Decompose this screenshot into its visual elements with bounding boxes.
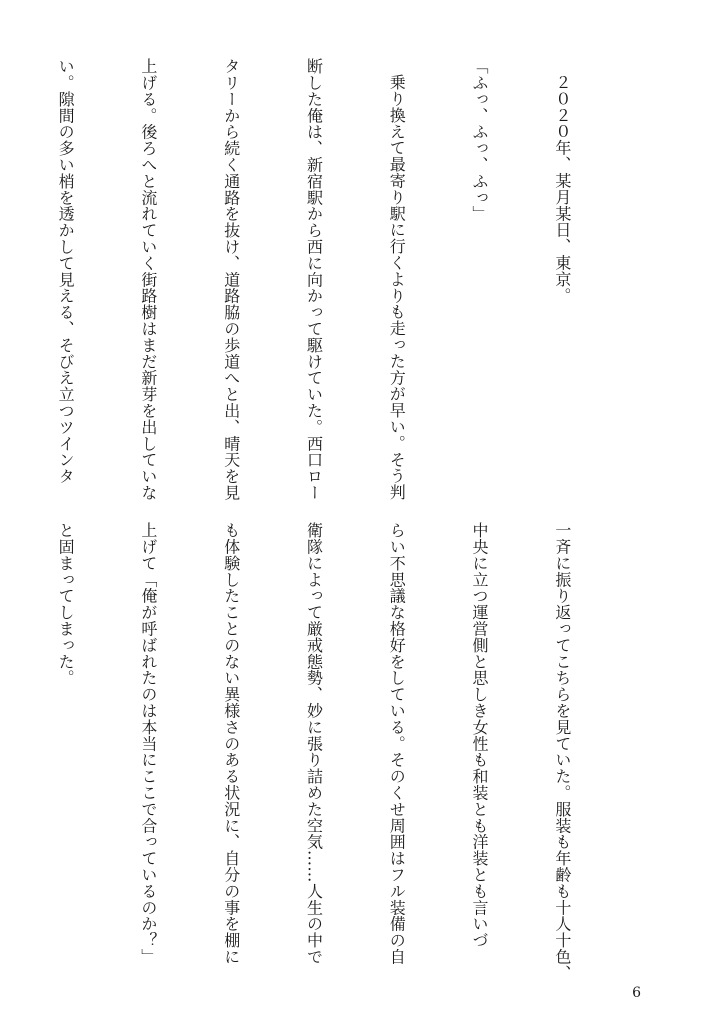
text-line: と固まってしまった。 xyxy=(56,522,76,686)
text-line: い。隙間の多い梢を透かして見える、そびえ立つツインタ xyxy=(56,58,76,485)
text-line: 断した俺は、新宿駅から西に向かって駆けていた。西口ロー xyxy=(304,58,324,501)
text-line: 乗り換えて最寄り駅に行くよりも走った方が早い。そう判 xyxy=(387,74,407,501)
text-line: 上げて「俺が呼ばれたのは本当にここで合っているのか？」 xyxy=(138,522,158,965)
text-line: 「ふっ、ふっ、ふっ」 xyxy=(470,58,490,222)
text-line: 一斉に振り返ってこちらを見ていた。服装も年齢も十人十色、 xyxy=(552,522,572,982)
text-line: 衛隊によって厳戒態勢、妙に張り詰めた空気……人生の中で xyxy=(304,522,324,965)
text-line: 上げる。後ろへと流れていく街路樹はまだ新芽を出していな xyxy=(138,58,158,501)
text-line: 中央に立つ運営側と思しき女性も和装とも洋装とも言いづ xyxy=(470,522,490,949)
lower-text-block xyxy=(0,522,631,982)
text-line: らい不思議な格好をしている。そのくせ周囲はフル装備の自 xyxy=(387,522,407,965)
text-line: も体験したことのない異様さのある状況に、自分の事を棚に xyxy=(221,522,241,965)
text-line: ２０２０年、某月某日、東京。 xyxy=(552,74,572,304)
page-number: 6 xyxy=(632,985,641,1001)
upper-text-block xyxy=(0,58,631,501)
text-line: タリーから続く通路を抜け、道路脇の歩道へと出、晴天を見 xyxy=(221,58,241,501)
